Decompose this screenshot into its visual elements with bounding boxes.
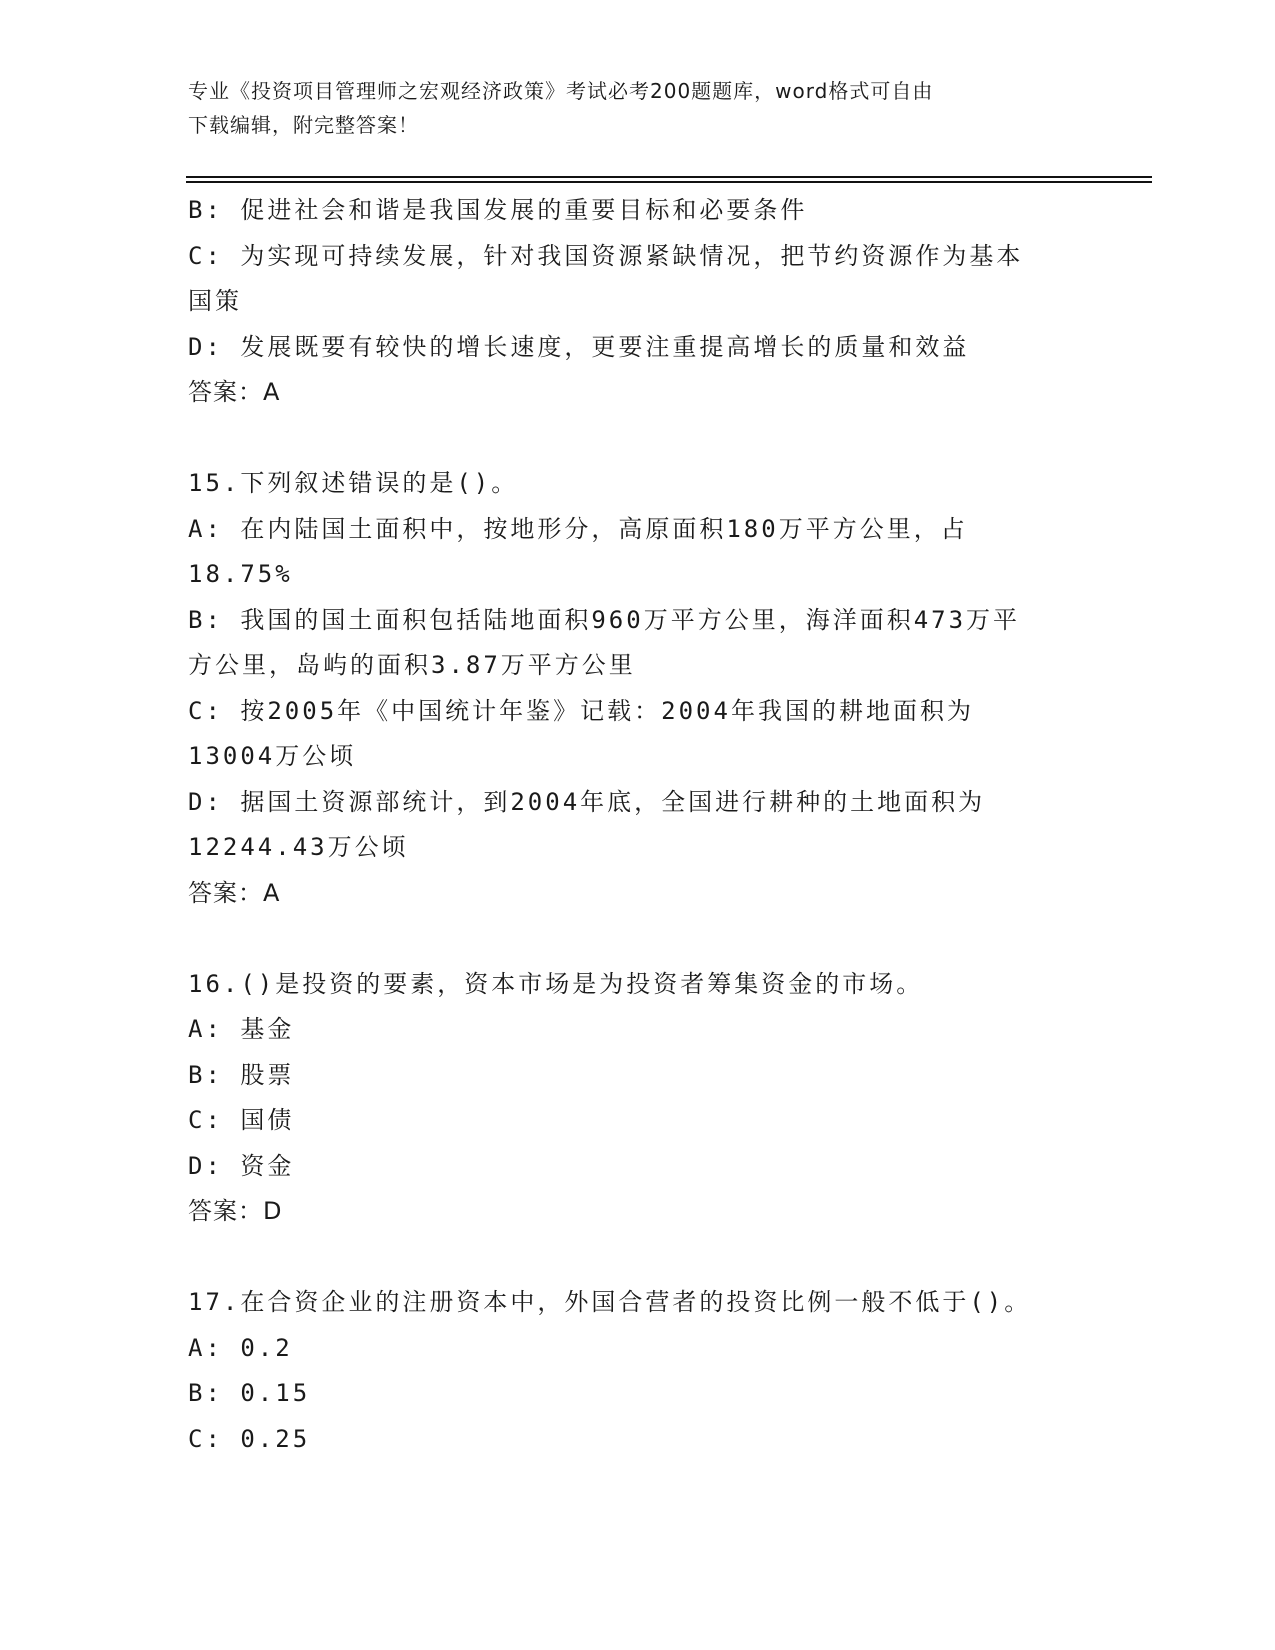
- q14-option-b: B: 促进社会和谐是我国发展的重要目标和必要条件: [188, 196, 808, 224]
- q14-option-c-line2: 国策: [188, 287, 242, 315]
- document-header: [188, 74, 1068, 142]
- q17-option-c: C: 0.25: [188, 1424, 311, 1453]
- q15-option-a-line1: A: 在内陆国土面积中，按地形分，高原面积180万平方公里，占: [188, 514, 968, 543]
- q16-option-d: D: 资金: [188, 1151, 295, 1180]
- q15-option-b-line2: 方公里，岛屿的面积3.87万平方公里: [188, 651, 636, 679]
- header-line-1: 专业《投资项目管理师之宏观经济政策》考试必考200题题库，word格式可自由: [188, 79, 934, 103]
- q17-option-a: A: 0.2: [188, 1333, 293, 1362]
- q15-option-c-line1: C: 按2005年《中国统计年鉴》记载：2004年我国的耕地面积为: [188, 696, 974, 725]
- q15-option-a-line2: 18.75%: [188, 560, 293, 588]
- header-rule-bottom: [186, 181, 1152, 183]
- q15-option-d-line2: 12244.43万公顷: [188, 833, 409, 861]
- header-rule-top: [186, 176, 1152, 178]
- q17-question: 17.在合资企业的注册资本中，外国合营者的投资比例一般不低于()。: [188, 1288, 1032, 1316]
- q16-answer: 答案：D: [188, 1197, 283, 1225]
- q15-question: 15.下列叙述错误的是()。: [188, 469, 519, 497]
- q16-option-c: C: 国债: [188, 1106, 295, 1134]
- q14-answer: 答案：A: [188, 378, 281, 406]
- q16-option-a: A: 基金: [188, 1015, 295, 1043]
- q15-option-d-line1: D: 据国土资源部统计，到2004年底，全国进行耕种的土地面积为: [188, 787, 986, 816]
- q15-option-c-line2: 13004万公顷: [188, 742, 357, 770]
- header-line-2: 下载编辑，附完整答案！: [188, 113, 419, 137]
- document-body: [188, 188, 1088, 1462]
- q15-option-b-line1: B: 我国的国土面积包括陆地面积960万平方公里，海洋面积473万平: [188, 605, 1021, 634]
- spacer: [188, 916, 1088, 962]
- q16-option-b: B: 股票: [188, 1060, 295, 1089]
- q14-option-c-line1: C: 为实现可持续发展，针对我国资源紧缺情况，把节约资源作为基本: [188, 241, 1024, 270]
- q15-answer: 答案：A: [188, 878, 281, 907]
- spacer: [188, 416, 1088, 462]
- q16-question: 16.()是投资的要素，资本市场是为投资者筹集资金的市场。: [188, 969, 924, 998]
- q14-option-d: D: 发展既要有较快的增长速度，更要注重提高增长的质量和效益: [188, 332, 970, 361]
- spacer: [188, 1235, 1088, 1281]
- q17-option-b: B: 0.15: [188, 1379, 311, 1407]
